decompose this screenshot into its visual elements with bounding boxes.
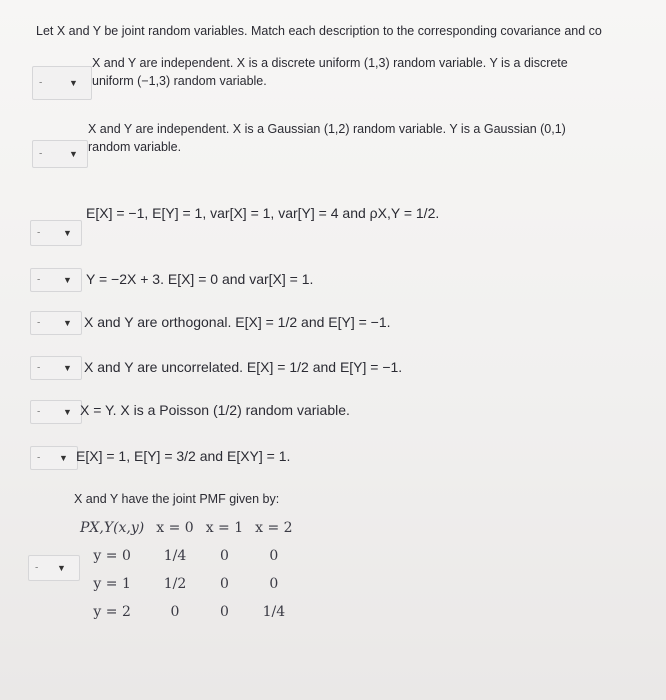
description-text	[74, 490, 299, 626]
description-text: Y = −2X + 3. E[X] = 0 and var[X] = 1.	[86, 271, 314, 287]
answer-dropdown[interactable]	[32, 66, 92, 100]
answer-dropdown[interactable]	[32, 140, 88, 168]
table-header-cell: x = 0	[156, 519, 194, 536]
pmf-title: X and Y have the joint PMF given by:	[74, 492, 280, 506]
table-cell: 0	[170, 603, 180, 620]
description-text: X = Y. X is a Poisson (1/2) random variable.	[80, 402, 350, 418]
table-cell: 1/4	[163, 547, 187, 564]
dropdown-value: -	[37, 317, 41, 329]
description-text: E[X] = −1, E[Y] = 1, var[X] = 1, var[Y] = 4 and ρX,Y = 1/2.	[86, 205, 440, 221]
answer-dropdown[interactable]	[30, 220, 82, 246]
answer-dropdown[interactable]	[28, 555, 80, 581]
dropdown-value: -	[39, 77, 43, 89]
dropdown-value: -	[37, 406, 41, 418]
description-text: X and Y are independent. X is a Gaussian (1,2) random variable. Y is a Gaussian (0,1) random variable.	[88, 122, 566, 155]
table-header-cell: x = 1	[205, 519, 244, 536]
description-text: E[X] = 1, E[Y] = 3/2 and E[XY] = 1.	[76, 448, 291, 464]
dropdown-value: -	[37, 452, 41, 464]
dropdown-value: -	[39, 148, 43, 160]
question-prompt: Let X and Y be joint random variables. Match each description to the corresponding covariance and co	[36, 24, 602, 38]
answer-dropdown[interactable]	[30, 311, 82, 335]
chevron-down-icon: ▼	[63, 318, 72, 328]
chevron-down-icon: ▼	[63, 275, 72, 285]
table-header-cell: PX,Y(x,y)	[80, 519, 145, 536]
answer-dropdown[interactable]	[30, 268, 82, 292]
answer-dropdown[interactable]	[30, 400, 82, 424]
dropdown-value: -	[35, 562, 39, 574]
table-cell: 0	[269, 547, 279, 564]
description-text: X and Y are uncorrelated. E[X] = 1/2 and E[Y] = −1.	[84, 359, 403, 375]
chevron-down-icon: ▼	[57, 563, 66, 573]
dropdown-value: -	[37, 362, 41, 374]
chevron-down-icon: ▼	[69, 149, 78, 159]
chevron-down-icon: ▼	[59, 453, 68, 463]
description-text: X and Y are independent. X is a discrete uniform (1,3) random variable. Y is a discrete uniform (−1,3) random variable.	[92, 56, 568, 89]
table-header-cell: x = 2	[255, 519, 293, 536]
answer-dropdown[interactable]	[30, 356, 82, 380]
dropdown-value: -	[37, 227, 41, 239]
chevron-down-icon: ▼	[63, 407, 72, 417]
table-row	[74, 542, 299, 570]
table-cell: 0	[219, 547, 229, 564]
table-cell: 0	[219, 603, 229, 620]
table-cell: 1/2	[163, 575, 187, 592]
answer-dropdown[interactable]	[30, 446, 78, 470]
chevron-down-icon: ▼	[63, 363, 72, 373]
table-cell: 0	[269, 575, 279, 592]
table-cell: 0	[219, 575, 229, 592]
table-header-row	[74, 514, 299, 542]
table-cell: y = 1	[93, 575, 131, 592]
table-row	[74, 598, 299, 626]
dropdown-value: -	[37, 274, 41, 286]
description-text: X and Y are orthogonal. E[X] = 1/2 and E[Y] = −1.	[84, 314, 391, 330]
joint-pmf-table	[74, 514, 299, 626]
chevron-down-icon: ▼	[69, 78, 78, 88]
table-cell: 1/4	[262, 603, 286, 620]
table-row	[74, 570, 299, 598]
table-cell: y = 2	[93, 603, 131, 620]
chevron-down-icon: ▼	[63, 228, 72, 238]
table-cell: y = 0	[93, 547, 131, 564]
